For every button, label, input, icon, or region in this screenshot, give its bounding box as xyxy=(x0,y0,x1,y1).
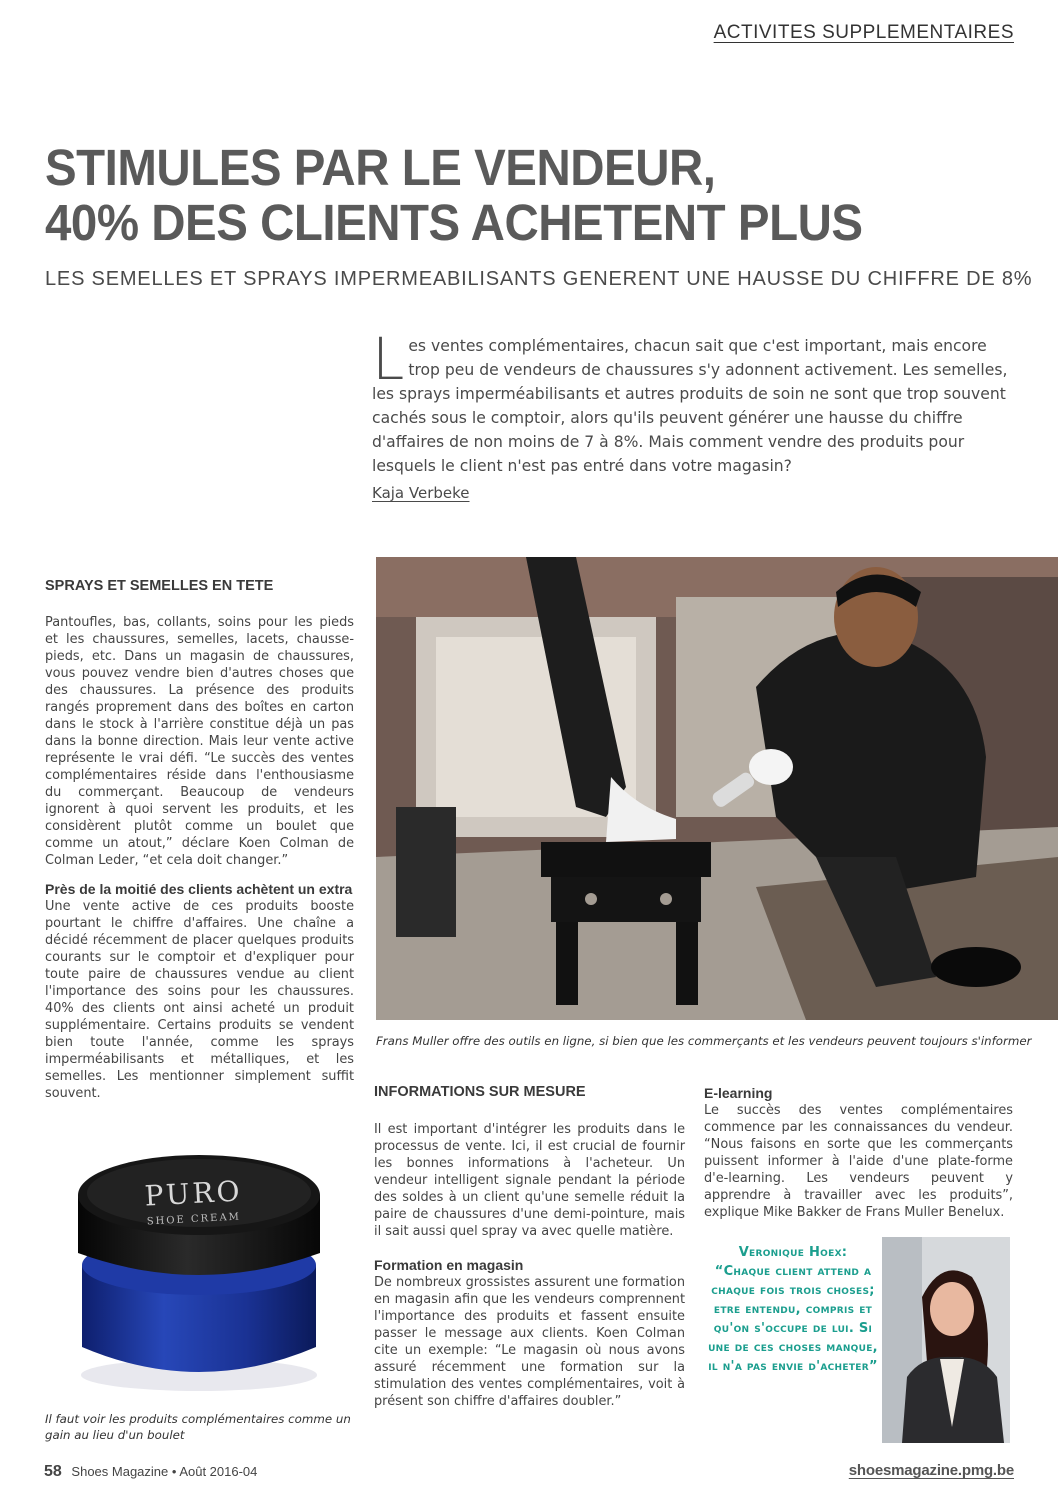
col3-subheading: E-learning xyxy=(704,1085,773,1101)
article-intro xyxy=(372,325,1012,478)
intro-text: es ventes complémentaires, chacun sait que c'est important, mais encore trop peu de vendeurs de chaussures s'y adonnent activement. Les semelles, les sprays imperméabilisants et autres produits de soin ne sont que trop souvent cachés sous le comptoir, alors qu'ils peuvent générer une hausse du chiffre d'affaires de non moins de 7 à 8%. Mais comment vendre des produits pour lesquels le client n'est pas entré dans votre magasin? xyxy=(372,337,1008,475)
title-line-2: 40% DES CLIENTS ACHETENT PLUS xyxy=(45,194,863,251)
intro-dropcap: L xyxy=(372,325,405,393)
col3-body xyxy=(704,1085,1013,1221)
shoe-cream-photo xyxy=(44,1125,354,1407)
issue-info: Shoes Magazine • Août 2016-04 xyxy=(71,1464,258,1479)
quote-text: “Chaque client attend a chaque fois trois choses; etre entendu, compris et qu'on s'occupe de lui. Si une de ces choses manque, il n'a pas envie d'acheter” xyxy=(708,1264,878,1374)
col1-subheading: Près de la moitié des clients achètent un extra xyxy=(45,881,353,897)
footer-site-link[interactable]: shoesmagazine.pmg.be xyxy=(848,1462,1014,1479)
main-photo-caption: Frans Muller offre des outils en ligne, si bien que les commerçants et les vendeurs peuvent toujours s'informer xyxy=(376,1034,1032,1048)
col2-heading: INFORMATIONS SUR MESURE xyxy=(374,1084,586,1100)
author-byline: Kaja Verbeke xyxy=(372,484,470,502)
col2-body xyxy=(374,1121,685,1410)
col3-paragraph: Le succès des ventes complémentaires commence par les connaissances du vendeur. “Nous faisons en sorte que les commerçants puissent informer à l'aide d'une plate-forme d'e-learning. Les vendeurs peuvent y apprendre à travailler avec les produits”, explique Mike Bakker de Frans Muller Benelux. xyxy=(704,1103,1013,1220)
main-photo xyxy=(376,557,1058,1020)
jar-brand-label: PURO xyxy=(143,1174,244,1213)
col2-paragraph: De nombreux grossistes assurent une formation en magasin afin que les vendeurs comprennent l'importance des produits et fassent ensuite passer le message aux clients. Koen Colman cite un exemple: “Le magasin où nous avons assuré récemment une formation sur la stimulation des ventes complémentaires, voit à présent son chiffre d'affaires doubler.” xyxy=(374,1275,685,1409)
portrait-photo xyxy=(882,1237,1010,1443)
col1-heading: SPRAYS ET SEMELLES EN TETE xyxy=(45,578,274,594)
page-number: 58 xyxy=(44,1463,62,1480)
col2-paragraph: Il est important d'intégrer les produits dans le processus de vente. Ici, il est crucial de fournir les bonnes informations à l'acheteur. Un vendeur intelligent signale pendant la période des soldes à un client qu'une semelle réduit la paire de chaussures d'une demi-pointure, mais il sait aussi quel spray va avec quelle matière. xyxy=(374,1122,685,1239)
section-tag: ACTIVITES SUPPLEMENTAIRES xyxy=(713,22,1014,43)
title-line-1: STIMULES PAR LE VENDEUR, xyxy=(45,139,716,196)
pull-quote xyxy=(708,1243,878,1376)
article-subtitle: LES SEMELLES ET SPRAYS IMPERMEABILISANTS GENERENT UNE HAUSSE DU CHIFFRE DE 8% xyxy=(45,268,1033,290)
col1-paragraph: Pantoufles, bas, collants, soins pour les pieds et les chaussures, semelles, lacets, chausse-pieds, etc. Dans un magasin de chaussures, vous pouvez vendre bien d'autres choses que des chaussures. La présence des produits rangés proprement dans des boîtes en carton dans le stock à l'arrière constitue déjà un pas dans la bonne direction. Mais leur vente active représente le vrai défi. “Le succès des ventes complémentaires réside dans l'enthousiasme du commerçant. Beaucoup de vendeurs ignorent à quoi servent les produits, et les considèrent plutôt comme un boulet que comme un atout,” déclare Koen Colman de Colman Leder, “et cela doit changer.” xyxy=(45,615,354,868)
jar-caption: Il faut voir les produits complémentaires comme un gain au lieu d'un boulet xyxy=(45,1412,351,1442)
col2-subheading: Formation en magasin xyxy=(374,1257,524,1273)
col1-body xyxy=(45,614,354,1102)
quote-author: Veronique Hoex: xyxy=(738,1245,848,1260)
col1-paragraph: Une vente active de ces produits booste pourtant le chiffre d'affaires. Une chaîne a décidé récemment de placer quelques produits courants sur le comptoir et d'expliquer pour toute paire de chaussures vendue au client l'importance des soins pour les chaussures. 40% des clients ont ainsi acheté un produit supplémentaire. Certains produits se vendent bien toute l'année, comme les sprays imperméabilisants et métalliques, et les semelles. Les mentionner simplement suffit souvent. xyxy=(45,899,354,1101)
jar-product-label: SHOE CREAM xyxy=(146,1211,242,1228)
footer-issue xyxy=(44,1463,257,1481)
article-title xyxy=(45,140,956,250)
